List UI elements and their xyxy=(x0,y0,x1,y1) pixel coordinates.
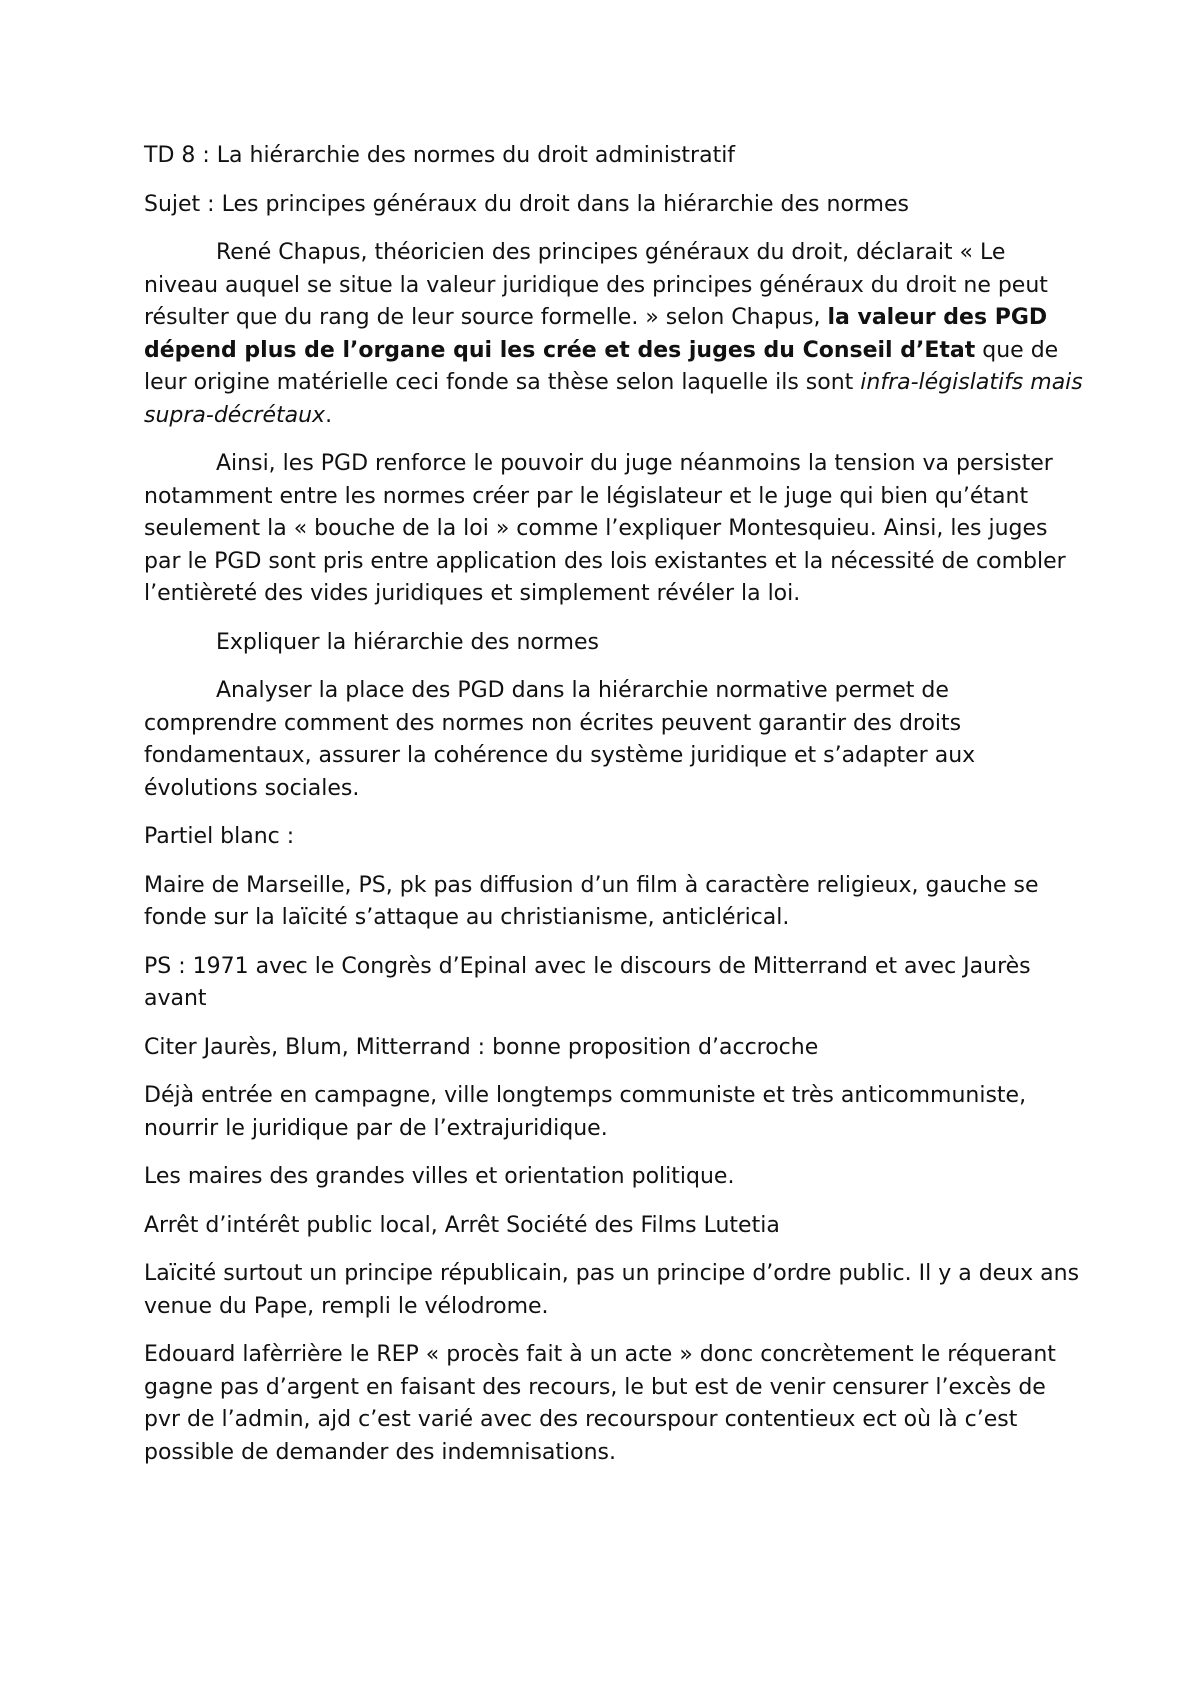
note-item: Les maires des grandes villes et orientation politique. xyxy=(144,1164,735,1189)
intro-text-1: René Chapus, théoricien des principes généraux du droit, déclarait « Le niveau auquel se situe la valeur juridique des principes généraux du droit ne peut résulter que du rang de leur source formelle. » selon Chapus, xyxy=(144,240,1055,330)
paragraph-2: Ainsi, les PGD renforce le pouvoir du juge néanmoins la tension va persister notamment entre les normes créer par le législateur et le juge qui bien qu’étant seulement la « bouche de la loi » comme l’expliquer Montesquieu. Ainsi, les juges par le PGD sont pris entre application des lois existantes et la nécessité de combler l’entièreté des vides juridiques et simplement révéler la loi. xyxy=(144,451,1073,606)
note-item: PS : 1971 avec le Congrès d’Epinal avec le discours de Mitterrand et avec Jaurès avant xyxy=(144,953,1038,1011)
paragraph-4: Analyser la place des PGD dans la hiérarchie normative permet de comprendre comment des normes non écrites peuvent garantir des droits fondamentaux, assurer la cohérence du système juridique et s’adapter aux évolutions sociales. xyxy=(144,678,983,801)
intro-text-3: . xyxy=(325,402,333,428)
note-item: Laïcité surtout un principe républicain, pas un principe d’ordre public. Il y a deux ans venue du Pape, rempli le vélodrome. xyxy=(144,1261,1087,1319)
note-item: Citer Jaurès, Blum, Mitterrand : bonne proposition d’accroche xyxy=(144,1034,819,1060)
intro-text-2: que de leur origine matérielle ceci fonde sa thèse selon laquelle ils sont xyxy=(144,337,1066,395)
document-subject: Sujet : Les principes généraux du droit dans la hiérarchie des normes xyxy=(144,191,909,217)
document-page xyxy=(144,140,1090,1485)
note-item: Maire de Marseille, PS, pk pas diffusion d’un film à caractère religieux, gauche se fonde sur la laïcité s’attaque au christianisme, anticlérical. xyxy=(144,872,1046,930)
paragraph-3: Expliquer la hiérarchie des normes xyxy=(216,629,599,655)
intro-bold-text: la valeur des PGD dépend plus de l’organe qui les crée et des juges du Conseil d’Etat xyxy=(144,305,1055,363)
note-item: Déjà entrée en campagne, ville longtemps communiste et très anticommuniste, nourrir le juridique par de l’extrajuridique. xyxy=(144,1083,1034,1141)
note-item: Arrêt d’intérêt public local, Arrêt Société des Films Lutetia xyxy=(144,1212,780,1238)
document-title: TD 8 : La hiérarchie des normes du droit administratif xyxy=(144,143,736,168)
note-item: Partiel blanc : xyxy=(144,824,295,849)
intro-paragraph xyxy=(144,237,1090,432)
note-item: Edouard lafèrrière le REP « procès fait à un acte » donc concrètement le réquerant gagne pas d’argent en faisant des recours, le but est de venir censurer l’excès de pvr de l’admin, ajd c’est varié avec des recourspour contentieux ect où là c’est possible de demander des indemnisations. xyxy=(144,1342,1063,1465)
intro-italic-text: infra-législatifs mais supra-décrétaux xyxy=(144,370,1090,428)
